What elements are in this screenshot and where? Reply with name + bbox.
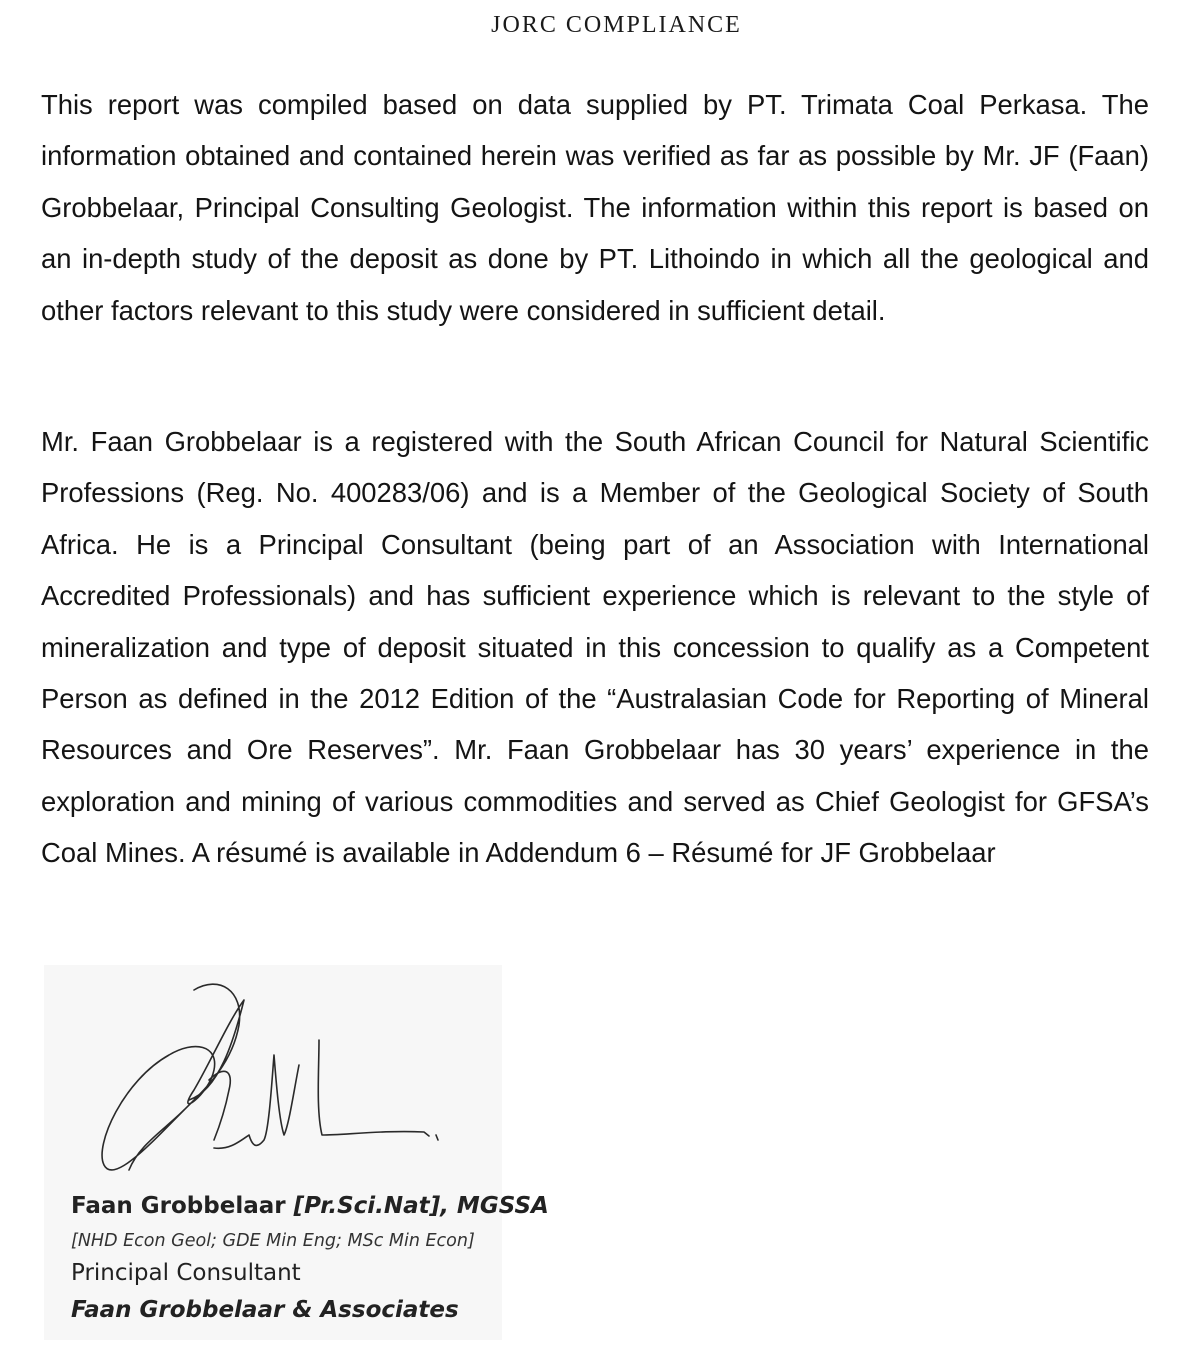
paragraph-data-source: This report was compiled based on data supplied by PT. Trimata Coal Perkasa. The information obtained and contained herein was verified as far as possible by Mr. JF (Faan) Grobbelaar, Principal Consulting Geologist. The information within this report is based on an in-depth study of the deposit as done by PT. Lithoindo in which all the geological and other factors relevant to this study were considered in sufficient detail. xyxy=(41,89,1149,326)
signatory-name-line xyxy=(71,1193,549,1219)
signatory-title: Principal Consultant xyxy=(71,1260,301,1286)
signatory-credentials: [Pr.Sci.Nat], MGSSA xyxy=(293,1193,549,1219)
page-heading: JORC COMPLIANCE xyxy=(491,12,742,38)
signatory-company: Faan Grobbelaar & Associates xyxy=(71,1297,459,1323)
handwritten-signature-icon xyxy=(44,970,464,1195)
signatory-name: Faan Grobbelaar xyxy=(71,1193,286,1219)
signatory-qualifications: [NHD Econ Geol; GDE Min Eng; MSc Min Econ] xyxy=(71,1231,475,1251)
paragraph-competent-person: Mr. Faan Grobbelaar is a registered with the South African Council for Natural Scientific Professions (Reg. No. 400283/06) and is a Member of the Geological Society of South Africa. He is a Principal Consultant (being part of an Association with International Accredited Professionals) and has sufficient experience which is relevant to the style of mineralization and type of deposit situated in this concession to qualify as a Competent Person as defined in the 2012 Edition of the “Australasian Code for Reporting of Mineral Resources and Ore Reserves”. Mr. Faan Grobbelaar has 30 years’ experience in the exploration and mining of various commodities and served as Chief Geologist for GFSA’s Coal Mines. A résumé is available in Addendum 6 – Résumé for JF Grobbelaar xyxy=(41,426,1149,869)
